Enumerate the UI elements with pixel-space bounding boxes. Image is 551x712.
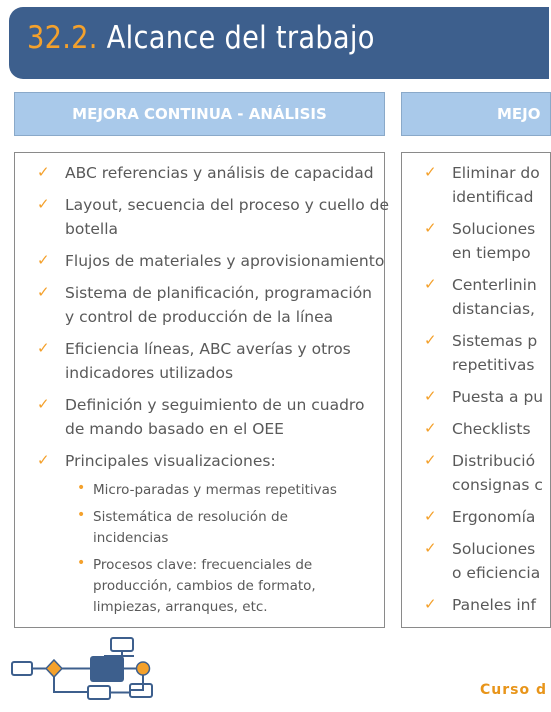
list-item: Paneles inf bbox=[452, 596, 536, 614]
check-icon: ✓ bbox=[424, 539, 437, 557]
footer-course-text: Curso d bbox=[480, 682, 547, 698]
slide-number: 32.2. bbox=[27, 20, 98, 56]
list-item: Principales visualizaciones: bbox=[65, 452, 276, 470]
list-item: Soluciones o eficiencia bbox=[452, 540, 541, 582]
check-icon: ✓ bbox=[424, 163, 437, 181]
list-item: Checklists bbox=[452, 420, 531, 438]
check-icon: ✓ bbox=[424, 451, 437, 469]
bullet-dot-icon: • bbox=[77, 507, 86, 523]
list-item: Centerlinin distancias, bbox=[452, 276, 537, 318]
sub-list-item: Sistemática de resolución de incidencias bbox=[93, 509, 288, 546]
check-icon: ✓ bbox=[37, 251, 50, 269]
sub-list-item: Procesos clave: frecuenciales de producción, cambios de formato, limpiezas, arranques, etc. bbox=[93, 557, 316, 615]
list-item: Layout, secuencia del proceso y cuello de botella bbox=[65, 196, 390, 238]
check-icon: ✓ bbox=[424, 419, 437, 437]
check-icon: ✓ bbox=[37, 163, 50, 181]
check-icon: ✓ bbox=[37, 451, 50, 469]
list-item: ABC referencias y análisis de capacidad bbox=[65, 164, 374, 182]
right-column-box bbox=[401, 152, 551, 628]
list-item: Sistema de planificación, programación y control de producción de la línea bbox=[65, 284, 373, 326]
check-icon: ✓ bbox=[424, 387, 437, 405]
right-column-header: MEJO bbox=[401, 92, 551, 136]
list-item: Definición y seguimiento de un cuadro de mando basado en el OEE bbox=[65, 396, 365, 438]
list-item: Soluciones en tiempo bbox=[452, 220, 536, 262]
check-icon: ✓ bbox=[424, 507, 437, 525]
list-item: Flujos de materiales y aprovisionamiento bbox=[65, 252, 385, 270]
list-item: Puesta a pu bbox=[452, 388, 544, 406]
list-item: Eliminar do identificad bbox=[452, 164, 540, 206]
list-item: Distribució consignas c bbox=[452, 452, 543, 494]
check-icon: ✓ bbox=[37, 395, 50, 413]
check-icon: ✓ bbox=[37, 195, 50, 213]
bullet-dot-icon: • bbox=[77, 555, 86, 571]
check-icon: ✓ bbox=[37, 339, 50, 357]
left-column-box bbox=[14, 152, 390, 628]
check-icon: ✓ bbox=[424, 331, 437, 349]
check-icon: ✓ bbox=[424, 275, 437, 293]
process-flow-logo bbox=[10, 634, 158, 706]
list-item: Ergonomía bbox=[452, 508, 536, 526]
left-column-header: MEJORA CONTINUA - ANÁLISIS bbox=[14, 92, 385, 136]
check-icon: ✓ bbox=[424, 219, 437, 237]
list-item: Sistemas p repetitivas bbox=[452, 332, 538, 374]
slide-title bbox=[27, 20, 375, 56]
sub-list-item: Micro-paradas y mermas repetitivas bbox=[93, 482, 337, 498]
bullet-dot-icon: • bbox=[77, 480, 86, 496]
list-item: Eficiencia líneas, ABC averías y otros indicadores utilizados bbox=[65, 340, 351, 382]
check-icon: ✓ bbox=[424, 595, 437, 613]
check-icon: ✓ bbox=[37, 283, 50, 301]
slide-title-text: Alcance del trabajo bbox=[106, 20, 375, 56]
